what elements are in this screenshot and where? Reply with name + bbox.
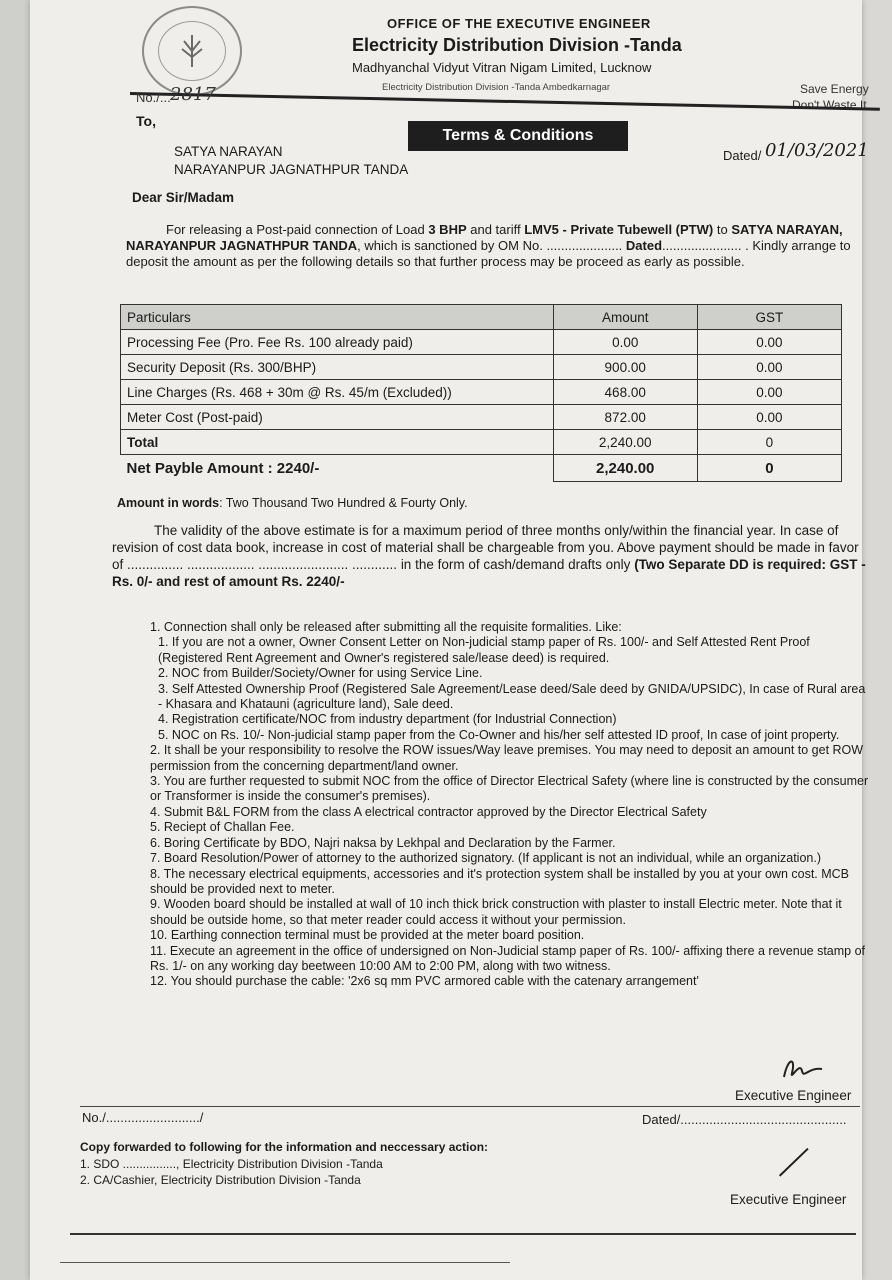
bottom-divider-2 [60, 1262, 510, 1263]
slogan-line-1: Save Energy [800, 82, 869, 96]
signatory-title-2: Executive Engineer [730, 1192, 847, 1207]
list-item: 1. If you are not a owner, Owner Consent Letter on Non-judicial stamp paper of Rs. 100/- and Self Attested Rent Proof (Registered Rent Agreement and Owner's registered sale/lease deed) is required. [158, 635, 810, 665]
copy-recipient-2: 2. CA/Cashier, Electricity Distribution Division -Tanda [80, 1173, 361, 1187]
list-item: 10. Earthing connection terminal must be provided at the meter board position. [150, 928, 585, 943]
date-handwritten: 01/03/2021 [765, 140, 869, 161]
letter-page [30, 0, 869, 1280]
list-item: 5. NOC on Rs. 10/- Non-judicial stamp paper from the Co-Owner and his/her self attested ID proof, In case of joint property. [158, 727, 840, 742]
office-heading: OFFICE OF THE EXECUTIVE ENGINEER [387, 16, 651, 31]
salutation: Dear Sir/Madam [132, 190, 235, 205]
list-item: 3. You are further requested to submit NOC from the office of Director Electrical Safety (where line is constructed by the consumer or Transformer is inside the consumer's premises). [150, 774, 869, 804]
copy-recipient-1: 1. SDO ................, Electricity Distribution Division -Tanda [80, 1157, 383, 1171]
net-payable-value: 2,240.00 [553, 455, 697, 482]
header-particulars: Particulars [121, 305, 554, 330]
list-item: 7. Board Resolution/Power of attorney to the authorized signatory. (If applicant is not an individual, while an organization.) [150, 851, 821, 866]
sub-division-name: Electricity Distribution Division -Tanda Ambedkarnagar [382, 82, 611, 93]
net-payable-amount: Net Payble Amount : 2240/- [126, 459, 320, 477]
table-row: Security Deposit (Rs. 300/BHP) 900.00 0.00 [121, 355, 842, 380]
table-header-row [121, 305, 842, 330]
footer-divider [80, 1106, 860, 1107]
list-item: 4. Submit B&L FORM from the class A electrical contractor approved by the Director Electrical Safety [150, 804, 707, 819]
table-row: Line Charges (Rs. 468 + 30m @ Rs. 45/m (Excluded)) 468.00 0.00 [121, 380, 842, 405]
date-label: Dated/ [723, 148, 762, 163]
fee-table [120, 304, 842, 482]
list-item: 2. It shall be your responsibility to resolve the ROW issues/Way leave premises. You may need to deposit an amount to get ROW permission from the concerning department/land owner. [150, 743, 864, 773]
list-item: 9. Wooden board should be installed at wall of 10 inch thick brick construction with plaster to install Electric meter. Note that it should be outside home, so that meter reader could access it without your permission. [150, 897, 842, 927]
intro-paragraph: For releasing a Post-paid connection of Load 3 BHP and tariff LMV5 - Private Tubewell (PTW) to SATYA NARAYAN, NARAYANPUR JAGNATHPUR TANDA, which is sanctioned by OM No. ..................... Dated...................... . Kindly arrange to deposit the amount as per the following details so that further process may be proceed as early as possible. [126, 222, 851, 269]
header-gst: GST [697, 305, 841, 330]
list-item: 5. Reciept of Challan Fee. [150, 820, 295, 835]
bottom-divider [70, 1233, 856, 1235]
list-item: 2. NOC from Builder/Society/Owner for using Service Line. [158, 666, 483, 681]
list-item: 8. The necessary electrical equipments, accessories and it's protection system shall be installed by you at your own cost. MCB should be provided next to meter. [150, 866, 850, 896]
footer-number-label: No./........................../ [82, 1110, 204, 1125]
list-item: 1. Connection shall only be released after submitting all the requisite formalities. Like: [150, 620, 622, 634]
company-name: Madhyanchal Vidyut Vitran Nigam Limited, Lucknow [352, 60, 652, 75]
header-divider [130, 92, 880, 111]
table-row: Processing Fee (Pro. Fee Rs. 100 already paid) 0.00 0.00 [121, 330, 842, 355]
list-item: 4. Registration certificate/NOC from industry department (for Industrial Connection) [158, 712, 617, 727]
organization-seal-icon [142, 6, 242, 96]
letter-number-label: No./... [136, 90, 171, 105]
table-total-row: Total 2,240.00 0 [121, 430, 842, 455]
amount-in-words: Amount in words: Two Thousand Two Hundred & Fourty Only. [117, 496, 468, 510]
addressee-name: SATYA NARAYAN [174, 144, 283, 159]
validity-paragraph: The validity of the above estimate is for a maximum period of three months only/within the financial year. In case of revision of cost data book, increase in cost of material shall be chargeable from you. Above payment should be made in favor of ............... .................. ........................ ............ in the form of cash/demand drafts only (Two Separate DD is required: GST - Rs. 0/- and rest of amount Rs. 2240/- [112, 523, 866, 589]
document-title: Terms & Conditions [408, 121, 628, 151]
copy-forward-heading: Copy forwarded to following for the information and neccessary action: [80, 1140, 489, 1154]
addressee-address: NARAYANPUR JAGNATHPUR TANDA [174, 162, 409, 177]
table-row: Meter Cost (Post-paid) 872.00 0.00 [121, 405, 842, 430]
list-item: 6. Boring Certificate by BDO, Najri naksa by Lekhpal and Declaration by the Farmer. [150, 835, 616, 850]
list-item: 3. Self Attested Ownership Proof (Registered Sale Agreement/Lease deed/Sale deed by GNIDA/UPSIDC), In case of Rural area - Khasara and Khatauni (agriculture land), Sale deed. [158, 681, 866, 712]
net-payable-row [121, 455, 842, 482]
signature-tick-icon [771, 1144, 819, 1187]
to-label: To, [136, 113, 156, 129]
slogan-line-2: Don't Waste It [792, 98, 867, 112]
list-item: 11. Execute an agreement in the office of undersigned on Non-Judicial stamp paper of Rs. 100/- affixing there a revenue stamp of Rs. 1/- on any working day beetween 10:00 AM to 2:00 PM, along with two witness. [150, 943, 866, 973]
list-item: 12. You should purchase the cable: '2x6 sq mm PVC armored cable with the catenary arrangement' [150, 974, 699, 989]
header-amount: Amount [553, 305, 697, 330]
letter-number-handwritten: 2817 [170, 84, 216, 105]
conditions-list [130, 620, 870, 990]
division-heading: Electricity Distribution Division -Tanda [352, 35, 682, 55]
signatory-title: Executive Engineer [735, 1088, 852, 1103]
footer-date-label: Dated/.............................................. [642, 1112, 847, 1127]
net-payable-gst: 0 [697, 455, 841, 482]
